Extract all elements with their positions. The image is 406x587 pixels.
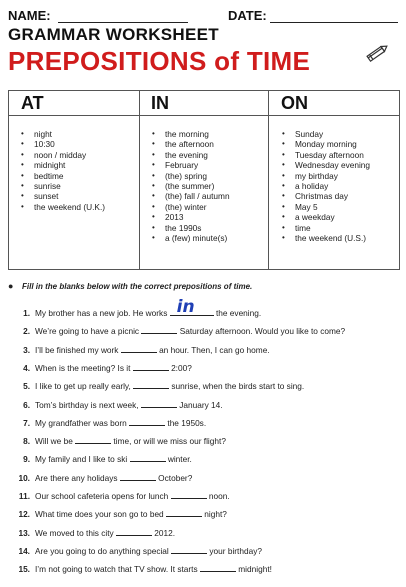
question-number: 11.	[18, 491, 30, 501]
list-item: • the evening	[152, 150, 230, 160]
list-item: • the weekend (U.K.)	[21, 202, 105, 212]
question-number: 3.	[23, 344, 30, 355]
answer-blank[interactable]	[141, 325, 177, 334]
question-row	[8, 297, 262, 321]
worksheet-subtitle: PREPOSITIONS of TIME	[8, 46, 311, 76]
question-number: 9.	[23, 454, 30, 465]
column-heading-on: ON	[269, 91, 399, 116]
question-text: When is the meeting? Is it	[35, 362, 133, 373]
list-item: • a holiday	[282, 181, 370, 191]
answer-blank[interactable]	[141, 399, 177, 408]
list-item: • midnight	[21, 160, 105, 170]
question-text: We moved to this city	[35, 527, 116, 538]
answer-blank[interactable]	[116, 527, 152, 536]
question-text: I like to get up really early,	[35, 381, 134, 392]
question-row	[8, 472, 192, 486]
question-number: 12.	[18, 509, 30, 520]
list-item: • (the) spring	[152, 171, 230, 181]
question-row	[8, 453, 192, 467]
question-text: Will we be	[35, 436, 76, 447]
question-text: What time does your son go to bed	[35, 509, 166, 520]
question-text: your birthday?	[207, 545, 262, 556]
list-item: • (the summer)	[152, 181, 230, 191]
answer-blank[interactable]	[166, 508, 202, 517]
question-row	[8, 527, 175, 541]
column-on	[270, 116, 399, 268]
list-item: • 2013	[152, 212, 230, 222]
question-row	[8, 417, 206, 431]
list-item: • (the) winter	[152, 202, 230, 212]
question-number: 10.	[18, 472, 30, 483]
list-item: • 10:30	[21, 139, 105, 149]
answer-blank[interactable]	[133, 362, 169, 371]
answer-blank[interactable]	[75, 435, 111, 444]
list-item: • February	[152, 160, 230, 170]
question-number: 5.	[23, 381, 30, 392]
list-item: • a (few) minute(s)	[152, 233, 230, 243]
list-item: • Christmas day	[282, 191, 370, 201]
list-item: • May 5	[282, 202, 370, 212]
column-at	[9, 116, 138, 268]
question-text: midnight!	[235, 564, 272, 575]
column-heading-in: IN	[139, 91, 269, 116]
question-row	[8, 545, 262, 559]
list-item: • noon / midday	[21, 150, 105, 160]
question-number: 4.	[23, 362, 30, 373]
question-text: noon.	[206, 491, 230, 501]
answer-blank[interactable]	[171, 545, 207, 554]
list-item: • the 1990s	[152, 223, 230, 233]
name-field[interactable]	[58, 22, 188, 23]
answer-blank[interactable]	[130, 453, 166, 462]
header-fields	[8, 6, 398, 24]
question-number: 15.	[18, 564, 30, 575]
sample-answer: in	[176, 297, 195, 317]
date-label: DATE:	[228, 8, 267, 23]
question-row	[8, 563, 272, 577]
question-text: an hour. Then, I can go home.	[156, 344, 270, 355]
column-in	[140, 116, 269, 268]
list-item: • my birthday	[282, 171, 370, 181]
question-text: sunrise, when the birds start to sing.	[169, 381, 305, 392]
list-item: • sunrise	[21, 181, 105, 191]
answer-blank[interactable]	[133, 380, 169, 389]
question-text: winter.	[165, 454, 192, 465]
question-text: I’m not going to watch that TV show. It starts	[35, 564, 200, 575]
question-row	[8, 344, 270, 358]
question-text: I’ll be finished my work	[35, 344, 121, 355]
list-item: • a weekday	[282, 212, 370, 222]
name-label: NAME:	[8, 8, 51, 23]
question-row	[8, 399, 223, 413]
question-text: We’re going to have a picnic	[35, 326, 142, 337]
bullet-icon: ●	[8, 281, 14, 291]
question-number: 14.	[18, 545, 30, 556]
list-item: • the afternoon	[152, 139, 230, 149]
question-text: October?	[155, 472, 193, 483]
answer-blank[interactable]	[129, 417, 165, 426]
question-text: the 1950s.	[165, 417, 207, 428]
list-item: • night	[21, 129, 105, 139]
worksheet-title: GRAMMAR WORKSHEET	[8, 25, 219, 44]
list-item: • the weekend (U.S.)	[282, 233, 370, 243]
pencil-icon	[364, 40, 390, 66]
list-item: • Monday morning	[282, 139, 370, 149]
question-row	[8, 435, 226, 449]
list-item: • time	[282, 223, 370, 233]
question-number: 6.	[23, 399, 30, 410]
question-text: night?	[201, 509, 227, 520]
question-row	[8, 508, 227, 522]
list-item: • the morning	[152, 129, 230, 139]
list-item: • sunset	[21, 191, 105, 201]
question-text: 2012.	[152, 527, 176, 538]
question-number: 8.	[23, 436, 30, 447]
question-text: Are you going to do anything special	[35, 545, 172, 556]
question-text: Are there any holidays	[35, 472, 120, 483]
question-text: Our school cafeteria opens for lunch	[35, 491, 171, 501]
question-text: My family and I like to ski	[35, 454, 130, 465]
question-text: the evening.	[213, 308, 262, 318]
list-item: • Sunday	[282, 129, 370, 139]
question-text: January 14.	[176, 399, 223, 410]
question-row	[8, 380, 304, 394]
prepositions-table	[8, 90, 400, 270]
question-number: 13.	[18, 527, 30, 538]
answer-blank[interactable]	[120, 472, 156, 481]
list-item: • Wednesday evening	[282, 160, 370, 170]
list-item: • bedtime	[21, 171, 105, 181]
at-list	[21, 129, 105, 212]
on-list	[282, 129, 370, 243]
list-item: • (the) fall / autumn	[152, 191, 230, 201]
question-text: My brother has a new job. He works	[35, 308, 170, 318]
answer-blank[interactable]	[200, 563, 236, 572]
question-row	[8, 325, 345, 339]
question-text: My grandfather was born	[35, 417, 130, 428]
question-text: 2:00?	[168, 362, 192, 373]
instructions: ● Fill in the blanks below with the correct prepositions of time.	[8, 281, 253, 291]
question-text: Tom’s birthday is next week,	[35, 399, 141, 410]
column-heading-at: AT	[9, 91, 139, 116]
question-text: time, or will we miss our flight?	[111, 436, 226, 447]
answer-blank[interactable]	[170, 297, 214, 317]
question-text: Saturday afternoon. Would you like to come?	[177, 326, 346, 337]
question-number: 1.	[23, 308, 30, 318]
question-row	[8, 362, 192, 376]
question-number: 7.	[23, 417, 30, 428]
question-row	[8, 490, 230, 504]
answer-blank[interactable]	[121, 344, 157, 353]
answer-blank[interactable]	[171, 490, 207, 499]
question-number: 2.	[23, 326, 30, 337]
list-item: • Tuesday afternoon	[282, 150, 370, 160]
date-field[interactable]	[270, 22, 398, 23]
in-list	[152, 129, 230, 243]
